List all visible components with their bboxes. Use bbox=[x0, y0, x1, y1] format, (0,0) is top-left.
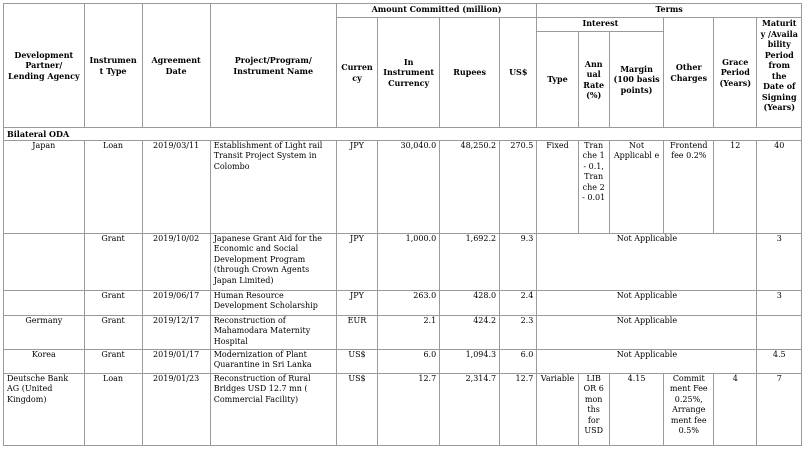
header-amount-committed: Amount Committed (million) bbox=[336, 4, 537, 18]
header-grace-period: Grace Period (Years) bbox=[714, 18, 757, 128]
cell-rupees: 1,094.3 bbox=[440, 349, 500, 373]
cell-currency: JPY bbox=[336, 290, 377, 315]
cell-in-instrument-currency: 2.1 bbox=[378, 315, 440, 349]
cell-instrument-type: Grant bbox=[84, 290, 142, 315]
cell-instrument-type: Loan bbox=[84, 373, 142, 445]
cell-currency: US$ bbox=[336, 373, 377, 445]
cell-instrument-type: Grant bbox=[84, 349, 142, 373]
cell-instrument-type: Loan bbox=[84, 140, 142, 233]
header-maturity: Maturit y /Availa bility Period from the Date of Signing (Years) bbox=[757, 18, 802, 128]
cell-annual-rate: Tran che 1 - 0.1, Tran che 2 - 0.01 bbox=[578, 140, 609, 233]
cell-rupees: 428.0 bbox=[440, 290, 500, 315]
cell-rupees: 424.2 bbox=[440, 315, 500, 349]
cell-currency: JPY bbox=[336, 140, 377, 233]
cell-other-charges: Frontend fee 0.2% bbox=[664, 140, 714, 233]
cell-currency: EUR bbox=[336, 315, 377, 349]
cell-terms-not-applicable: Not Applicable bbox=[537, 290, 757, 315]
cell-partner: Deutsche Bank AG (United Kingdom) bbox=[4, 373, 85, 445]
cell-partner: Japan bbox=[4, 140, 85, 233]
header-interest: Interest bbox=[537, 18, 664, 32]
cell-instrument-type: Grant bbox=[84, 315, 142, 349]
cell-currency: US$ bbox=[336, 349, 377, 373]
cell-project: Japanese Grant Aid for the Economic and Social Development Program (through Crown Agents Japan Limited) bbox=[210, 233, 336, 290]
header-usd: US$ bbox=[500, 18, 537, 128]
cell-agreement-date: 2019/01/23 bbox=[142, 373, 210, 445]
cell-instrument-type: Grant bbox=[84, 233, 142, 290]
header-margin: Margin (100 basis points) bbox=[609, 32, 664, 128]
cell-usd: 9.3 bbox=[500, 233, 537, 290]
cell-usd: 2.4 bbox=[500, 290, 537, 315]
cell-partner bbox=[4, 233, 85, 290]
cell-partner: Korea bbox=[4, 349, 85, 373]
cell-other-charges: Commit ment Fee 0.25%, Arrange ment fee 0.5% bbox=[664, 373, 714, 445]
cell-maturity: 40 bbox=[757, 140, 802, 233]
header-interest-type: Type bbox=[537, 32, 578, 128]
header-instrument-type: Instrumen t Type bbox=[84, 4, 142, 128]
cell-terms-not-applicable: Not Applicable bbox=[537, 233, 757, 290]
cell-agreement-date: 2019/01/17 bbox=[142, 349, 210, 373]
cell-usd: 270.5 bbox=[500, 140, 537, 233]
cell-terms-not-applicable: Not Applicable bbox=[537, 315, 757, 349]
cell-maturity: 3 bbox=[757, 290, 802, 315]
cell-currency: JPY bbox=[336, 233, 377, 290]
header-agreement-date: Agreement Date bbox=[142, 4, 210, 128]
cell-maturity: 3 bbox=[757, 233, 802, 290]
cell-agreement-date: 2019/06/17 bbox=[142, 290, 210, 315]
header-other-charges: Other Charges bbox=[664, 18, 714, 128]
header-terms: Terms bbox=[537, 4, 802, 18]
cell-usd: 2.3 bbox=[500, 315, 537, 349]
cell-partner: Germany bbox=[4, 315, 85, 349]
cell-interest-type: Fixed bbox=[537, 140, 578, 233]
cell-usd: 6.0 bbox=[500, 349, 537, 373]
header-currency: Curren cy bbox=[336, 18, 377, 128]
cell-usd: 12.7 bbox=[500, 373, 537, 445]
section-bilateral-oda: Bilateral ODA bbox=[4, 128, 802, 141]
cell-margin: Not Applicabl e bbox=[609, 140, 664, 233]
header-partner: Development Partner/ Lending Agency bbox=[4, 4, 85, 128]
cell-annual-rate: LIB OR 6 mon ths for USD bbox=[578, 373, 609, 445]
cell-agreement-date: 2019/03/11 bbox=[142, 140, 210, 233]
cell-in-instrument-currency: 263.0 bbox=[378, 290, 440, 315]
commitments-table bbox=[3, 3, 802, 446]
cell-terms-not-applicable: Not Applicable bbox=[537, 349, 757, 373]
cell-in-instrument-currency: 6.0 bbox=[378, 349, 440, 373]
cell-project: Human Resource Development Scholarship bbox=[210, 290, 336, 315]
cell-agreement-date: 2019/10/02 bbox=[142, 233, 210, 290]
cell-project: Reconstruction of Mahamodara Maternity Hospital bbox=[210, 315, 336, 349]
header-project: Project/Program/ Instrument Name bbox=[210, 4, 336, 128]
cell-project: Modernization of Plant Quarantine in Sri Lanka bbox=[210, 349, 336, 373]
cell-in-instrument-currency: 30,040.0 bbox=[378, 140, 440, 233]
cell-grace-period: 12 bbox=[714, 140, 757, 233]
cell-maturity bbox=[757, 315, 802, 349]
cell-rupees: 2,314.7 bbox=[440, 373, 500, 445]
cell-maturity: 7 bbox=[757, 373, 802, 445]
cell-in-instrument-currency: 1,000.0 bbox=[378, 233, 440, 290]
cell-margin: 4.15 bbox=[609, 373, 664, 445]
header-rupees: Rupees bbox=[440, 18, 500, 128]
cell-rupees: 1,692.2 bbox=[440, 233, 500, 290]
cell-interest-type: Variable bbox=[537, 373, 578, 445]
cell-project: Reconstruction of Rural Bridges USD 12.7 mn ( Commercial Facility) bbox=[210, 373, 336, 445]
cell-in-instrument-currency: 12.7 bbox=[378, 373, 440, 445]
cell-rupees: 48,250.2 bbox=[440, 140, 500, 233]
cell-project: Establishment of Light rail Transit Project System in Colombo bbox=[210, 140, 336, 233]
cell-grace-period: 4 bbox=[714, 373, 757, 445]
cell-partner bbox=[4, 290, 85, 315]
header-in-instrument-currency: In Instrument Currency bbox=[378, 18, 440, 128]
cell-agreement-date: 2019/12/17 bbox=[142, 315, 210, 349]
header-annual-rate: Ann ual Rate (%) bbox=[578, 32, 609, 128]
cell-maturity: 4.5 bbox=[757, 349, 802, 373]
